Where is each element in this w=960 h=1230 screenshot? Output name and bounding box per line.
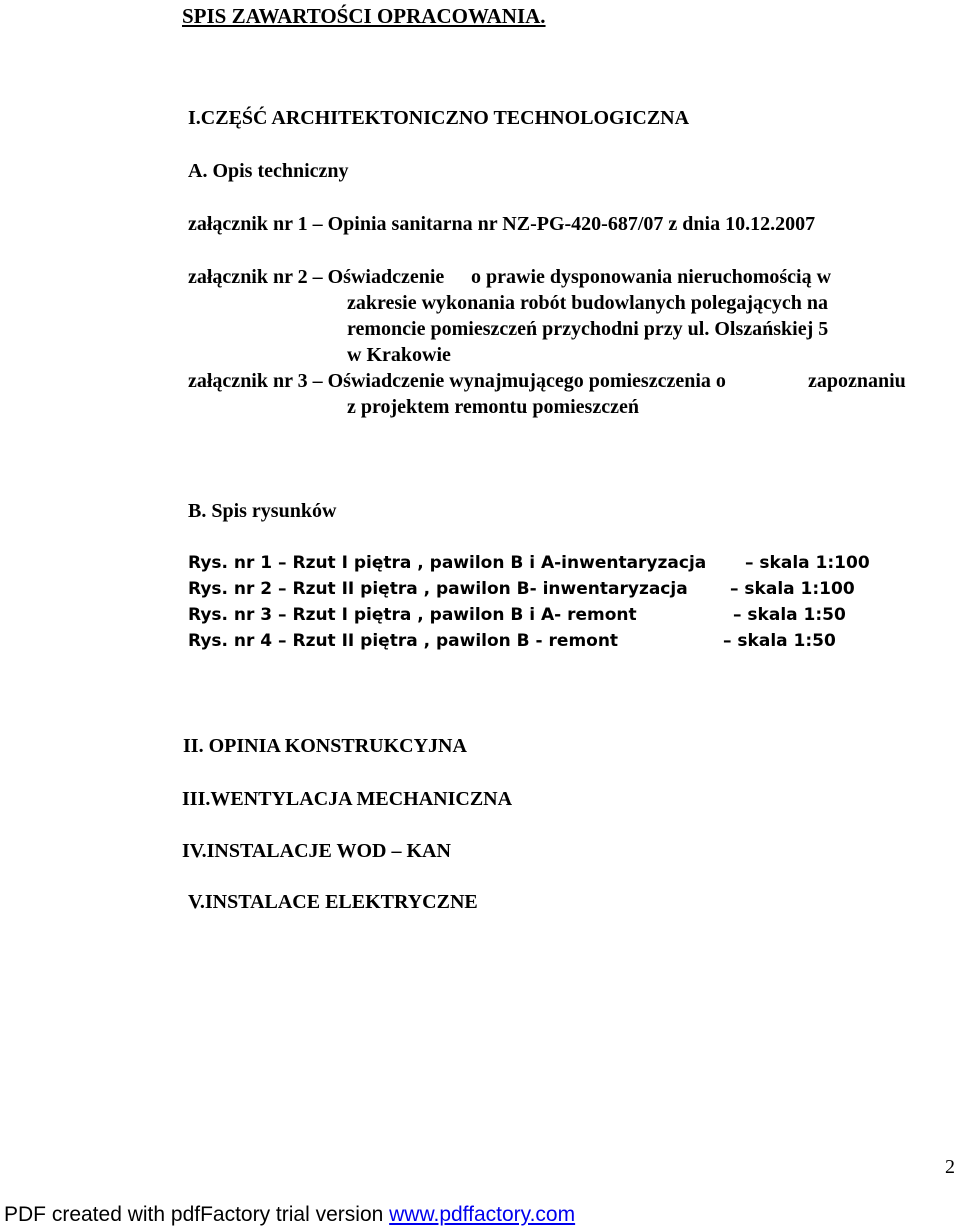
attachment-3-line-2: z projektem remontu pomieszczeń xyxy=(347,396,639,418)
attachment-2-line-2: zakresie wykonania robót budowlanych polegających na xyxy=(347,292,828,314)
attachment-2-line-4: w Krakowie xyxy=(347,344,451,366)
attachment-2-prefix: załącznik nr 2 – Oświadczenie xyxy=(188,266,445,288)
attachment-1: załącznik nr 1 – Opinia sanitarna nr NZ-PG-420-687/07 z dnia 10.12.2007 xyxy=(188,213,816,235)
section-b-heading: B. Spis rysunków xyxy=(188,500,337,522)
drawing-row-1-scale: – skala 1:100 xyxy=(745,553,870,573)
part-4-heading: IV.INSTALACJE WOD – KAN xyxy=(182,840,451,862)
drawing-row-2-scale: – skala 1:100 xyxy=(730,579,855,599)
part-5-heading: V.INSTALACE ELEKTRYCZNE xyxy=(188,891,478,913)
pdf-footer xyxy=(4,1203,575,1227)
drawing-row-3-desc: Rys. nr 3 – Rzut I piętra , pawilon B i A- remont xyxy=(188,605,637,625)
footer-text: PDF created with pdfFactory trial version xyxy=(4,1203,390,1226)
pdffactory-link[interactable]: www.pdffactory.com xyxy=(389,1203,576,1226)
drawing-row-4-scale: – skala 1:50 xyxy=(723,631,836,651)
attachment-2-line-1: o prawie dysponowania nieruchomością w xyxy=(471,266,832,288)
part-1-heading: I.CZĘŚĆ ARCHITEKTONICZNO TECHNOLOGICZNA xyxy=(188,107,690,129)
attachment-2-line-3: remoncie pomieszczeń przychodni przy ul. Olszańskiej 5 xyxy=(347,318,829,340)
drawing-row-3-scale: – skala 1:50 xyxy=(733,605,846,625)
page-number: 2 xyxy=(945,1156,955,1178)
attachment-3-prefix: załącznik nr 3 – Oświadczenie wynajmującego pomieszczenia o xyxy=(188,370,726,392)
part-3-heading: III.WENTYLACJA MECHANICZNA xyxy=(182,788,513,810)
section-a-heading: A. Opis techniczny xyxy=(188,160,349,182)
drawing-row-4-desc: Rys. nr 4 – Rzut II piętra , pawilon B - remont xyxy=(188,631,619,651)
attachment-3-tail: zapoznaniu xyxy=(808,370,906,392)
document-title: SPIS ZAWARTOŚCI OPRACOWANIA. xyxy=(182,4,546,28)
drawing-row-1-desc: Rys. nr 1 – Rzut I piętra , pawilon B i A-inwentaryzacja xyxy=(188,553,707,573)
drawing-row-2-desc: Rys. nr 2 – Rzut II piętra , pawilon B- inwentaryzacja xyxy=(188,579,688,599)
part-2-heading: II. OPINIA KONSTRUKCYJNA xyxy=(183,735,467,757)
